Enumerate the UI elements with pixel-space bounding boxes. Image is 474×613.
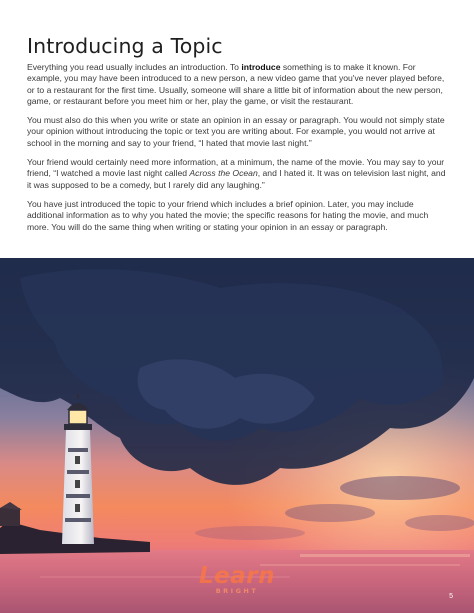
lighthouse-sunset-photo xyxy=(0,258,474,613)
paragraph-3 xyxy=(27,157,451,191)
paragraph-1 xyxy=(27,62,451,107)
paragraph-1-end: something is to make it known. For example, you may have been introduced to a new person, a new video game that you've never played before, or to a restaurant for the first time. Usually, someone will share a little bit of information about the new person, game, or restaurant before you meet him or her, play the game, or visit the restaurant. xyxy=(27,62,445,106)
body-text xyxy=(27,62,451,241)
page-number: 5 xyxy=(449,593,453,600)
paragraph-3-end: , and I hated it. It was on television last night, and it was supposed to be a comedy, but I rarely did any laughing.” xyxy=(27,168,446,190)
logo-word: Learn xyxy=(199,563,275,589)
movie-title: Across the Ocean xyxy=(189,168,258,179)
learn-bright-logo xyxy=(0,563,474,595)
page-title: Introducing a Topic xyxy=(27,34,223,58)
paragraph-1-start: Everything you read usually includes an introduction. To xyxy=(27,62,242,72)
paragraph-4: You have just introduced the topic to your friend which includes a brief opinion. Later, you may include additional information as to why you hated the movie; the specific reasons for hating the movie, and much more. You will do the same thing when writing or stating your opinion in an essay or paragraph. xyxy=(27,198,429,232)
paragraph-2: You must also do this when you write or state an opinion in an essay or paragraph. You would not simply state your opinion without introducing the topic or text you are writing about. For example, you would not arrive at school in the morning and say to your friend, “I hated that movie last night.” xyxy=(27,115,445,148)
logo-subtext: BRIGHT xyxy=(215,587,259,595)
bold-term-introduce: introduce xyxy=(241,62,281,72)
paragraph-3-start: Your friend would certainly need more information, at a minimum, the name of the movie. You may say to your friend, “I watched a movie last night called xyxy=(27,157,445,179)
